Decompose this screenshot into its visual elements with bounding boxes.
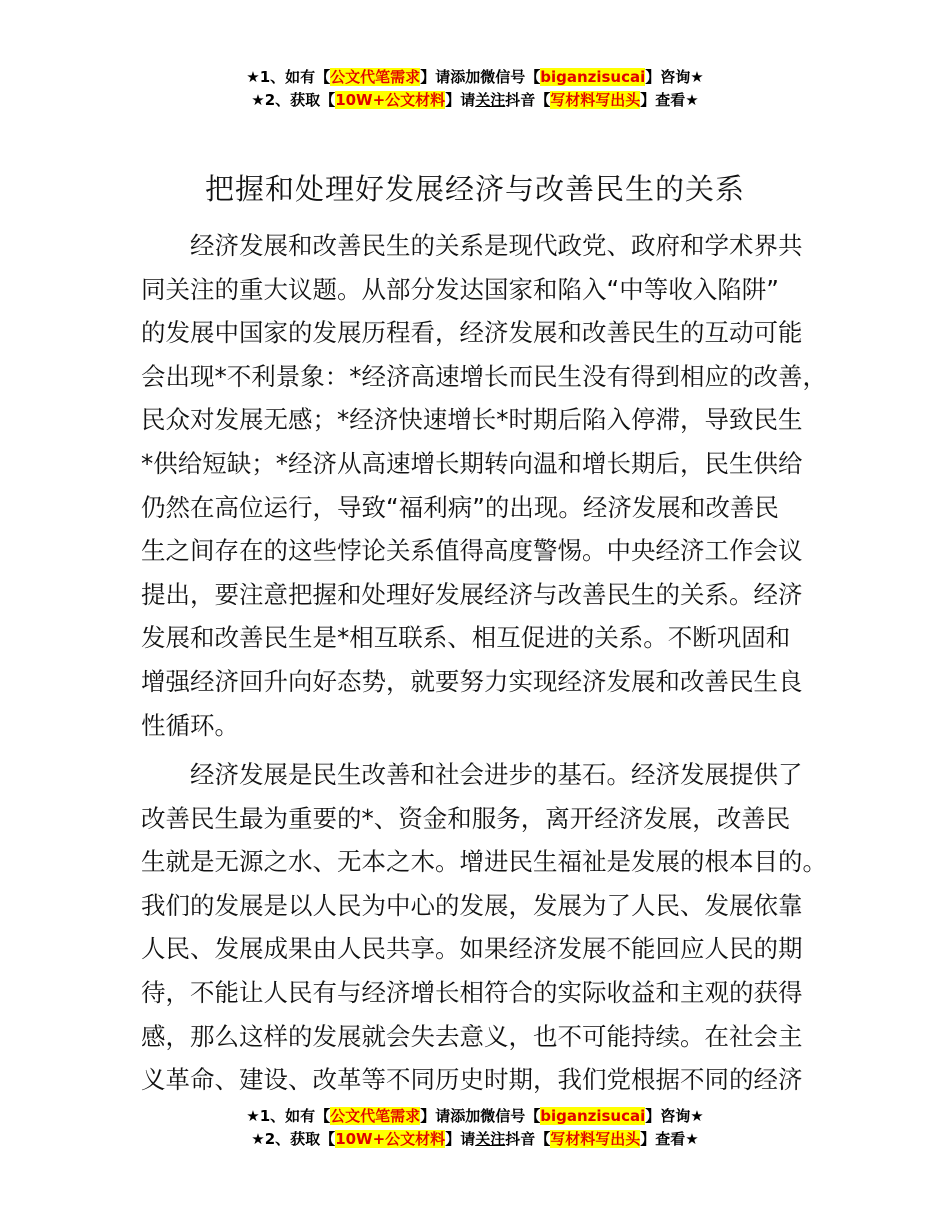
paragraph-line: 民众对发展无感；*经济快速增长*时期后陷入停滞，导致民生 — [141, 405, 803, 435]
banner2-mid1: 】请 — [445, 1130, 476, 1148]
banner2-mid2: 抖音【 — [505, 91, 551, 109]
paragraph-line: 待，不能让人民有与经济增长相符合的实际收益和主观的获得 — [141, 977, 803, 1007]
banner2-mid2: 抖音【 — [505, 1130, 551, 1148]
paragraph-line: 人民、发展成果由人民共享。如果经济发展不能回应人民的期 — [141, 934, 803, 964]
banner1-prefix: ★1、如有【 — [246, 1107, 331, 1125]
banner1-mid: 】请添加微信号【 — [420, 1107, 541, 1125]
paragraph-line: 提出，要注意把握和处理好发展经济与改善民生的关系。经济 — [141, 579, 803, 609]
banner1-mid: 】请添加微信号【 — [420, 68, 541, 86]
banner-line-2 — [0, 89, 950, 112]
banner2-prefix: ★2、获取【 — [251, 91, 336, 109]
paragraph-line: 增强经济回升向好态势，就要努力实现经济发展和改善民生良 — [141, 666, 803, 696]
paragraph-line: 的发展中国家的发展历程看，经济发展和改善民生的互动可能 — [141, 318, 803, 348]
paragraph-line: 感，那么这样的发展就会失去意义，也不可能持续。在社会主 — [141, 1021, 803, 1051]
paragraph-line: 会出现*不利景象：*经济高速增长而民生没有得到相应的改善， — [141, 361, 827, 391]
banner2-highlight-account: 写材料写出头 — [550, 1130, 641, 1148]
banner1-highlight-wechat-id: biganzisucai — [540, 68, 646, 86]
paragraph-line: 同关注的重大议题。从部分发达国家和陷入“中等收入陷阱” — [141, 274, 779, 304]
paragraph-2 — [141, 753, 841, 1102]
top-promo-banner — [0, 66, 950, 112]
paragraph-line: 经济发展是民生改善和社会进步的基石。经济发展提供了 — [190, 760, 803, 789]
banner2-mid1: 】请 — [445, 91, 476, 109]
paragraph-line: 生就是无源之水、无本之木。增进民生福祉是发展的根本目的。 — [141, 847, 827, 877]
banner2-underlined-follow: 关注 — [475, 1130, 506, 1148]
paragraph-line: 我们的发展是以人民为中心的发展，发展为了人民、发展依靠 — [141, 890, 803, 920]
banner1-highlight-wechat-id: biganzisucai — [540, 1107, 646, 1125]
banner1-prefix: ★1、如有【 — [246, 68, 331, 86]
paragraph-line: 生之间存在的这些悖论关系值得高度警惕。中央经济工作会议 — [141, 536, 803, 566]
banner2-highlight-materials: 10W+公文材料 — [335, 91, 446, 109]
banner1-suffix: 】咨询★ — [645, 1107, 704, 1125]
banner2-highlight-materials: 10W+公文材料 — [335, 1130, 446, 1148]
paragraph-line: 经济发展和改善民生的关系是现代政党、政府和学术界共 — [190, 231, 803, 260]
banner-line-2 — [0, 1128, 950, 1151]
paragraph-1 — [141, 224, 841, 747]
banner1-highlight-service: 公文代笔需求 — [330, 68, 421, 86]
banner2-prefix: ★2、获取【 — [251, 1130, 336, 1148]
banner1-suffix: 】咨询★ — [645, 68, 704, 86]
banner2-suffix: 】查看★ — [640, 1130, 699, 1148]
paragraph-line: 义革命、建设、改革等不同历史时期，我们党根据不同的经济 — [141, 1065, 803, 1095]
paragraph-line: *供给短缺；*经济从高速增长期转向温和增长期后，民生供给 — [141, 448, 803, 478]
banner-line-1 — [0, 66, 950, 89]
banner-line-1 — [0, 1105, 950, 1128]
paragraph-line: 发展和改善民生是*相互联系、相互促进的关系。不断巩固和 — [141, 623, 791, 653]
document-title: 把握和处理好发展经济与改善民生的关系 — [204, 172, 745, 206]
bottom-promo-banner — [0, 1105, 950, 1151]
banner2-underlined-follow: 关注 — [475, 91, 506, 109]
banner1-highlight-service: 公文代笔需求 — [330, 1107, 421, 1125]
banner2-highlight-account: 写材料写出头 — [550, 91, 641, 109]
paragraph-line: 仍然在高位运行，导致“福利病”的出现。经济发展和改善民 — [141, 492, 779, 522]
paragraph-line: 改善民生最为重要的*、资金和服务，离开经济发展，改善民 — [141, 803, 791, 833]
paragraph-line: 性循环。 — [141, 710, 239, 740]
banner2-suffix: 】查看★ — [640, 91, 699, 109]
